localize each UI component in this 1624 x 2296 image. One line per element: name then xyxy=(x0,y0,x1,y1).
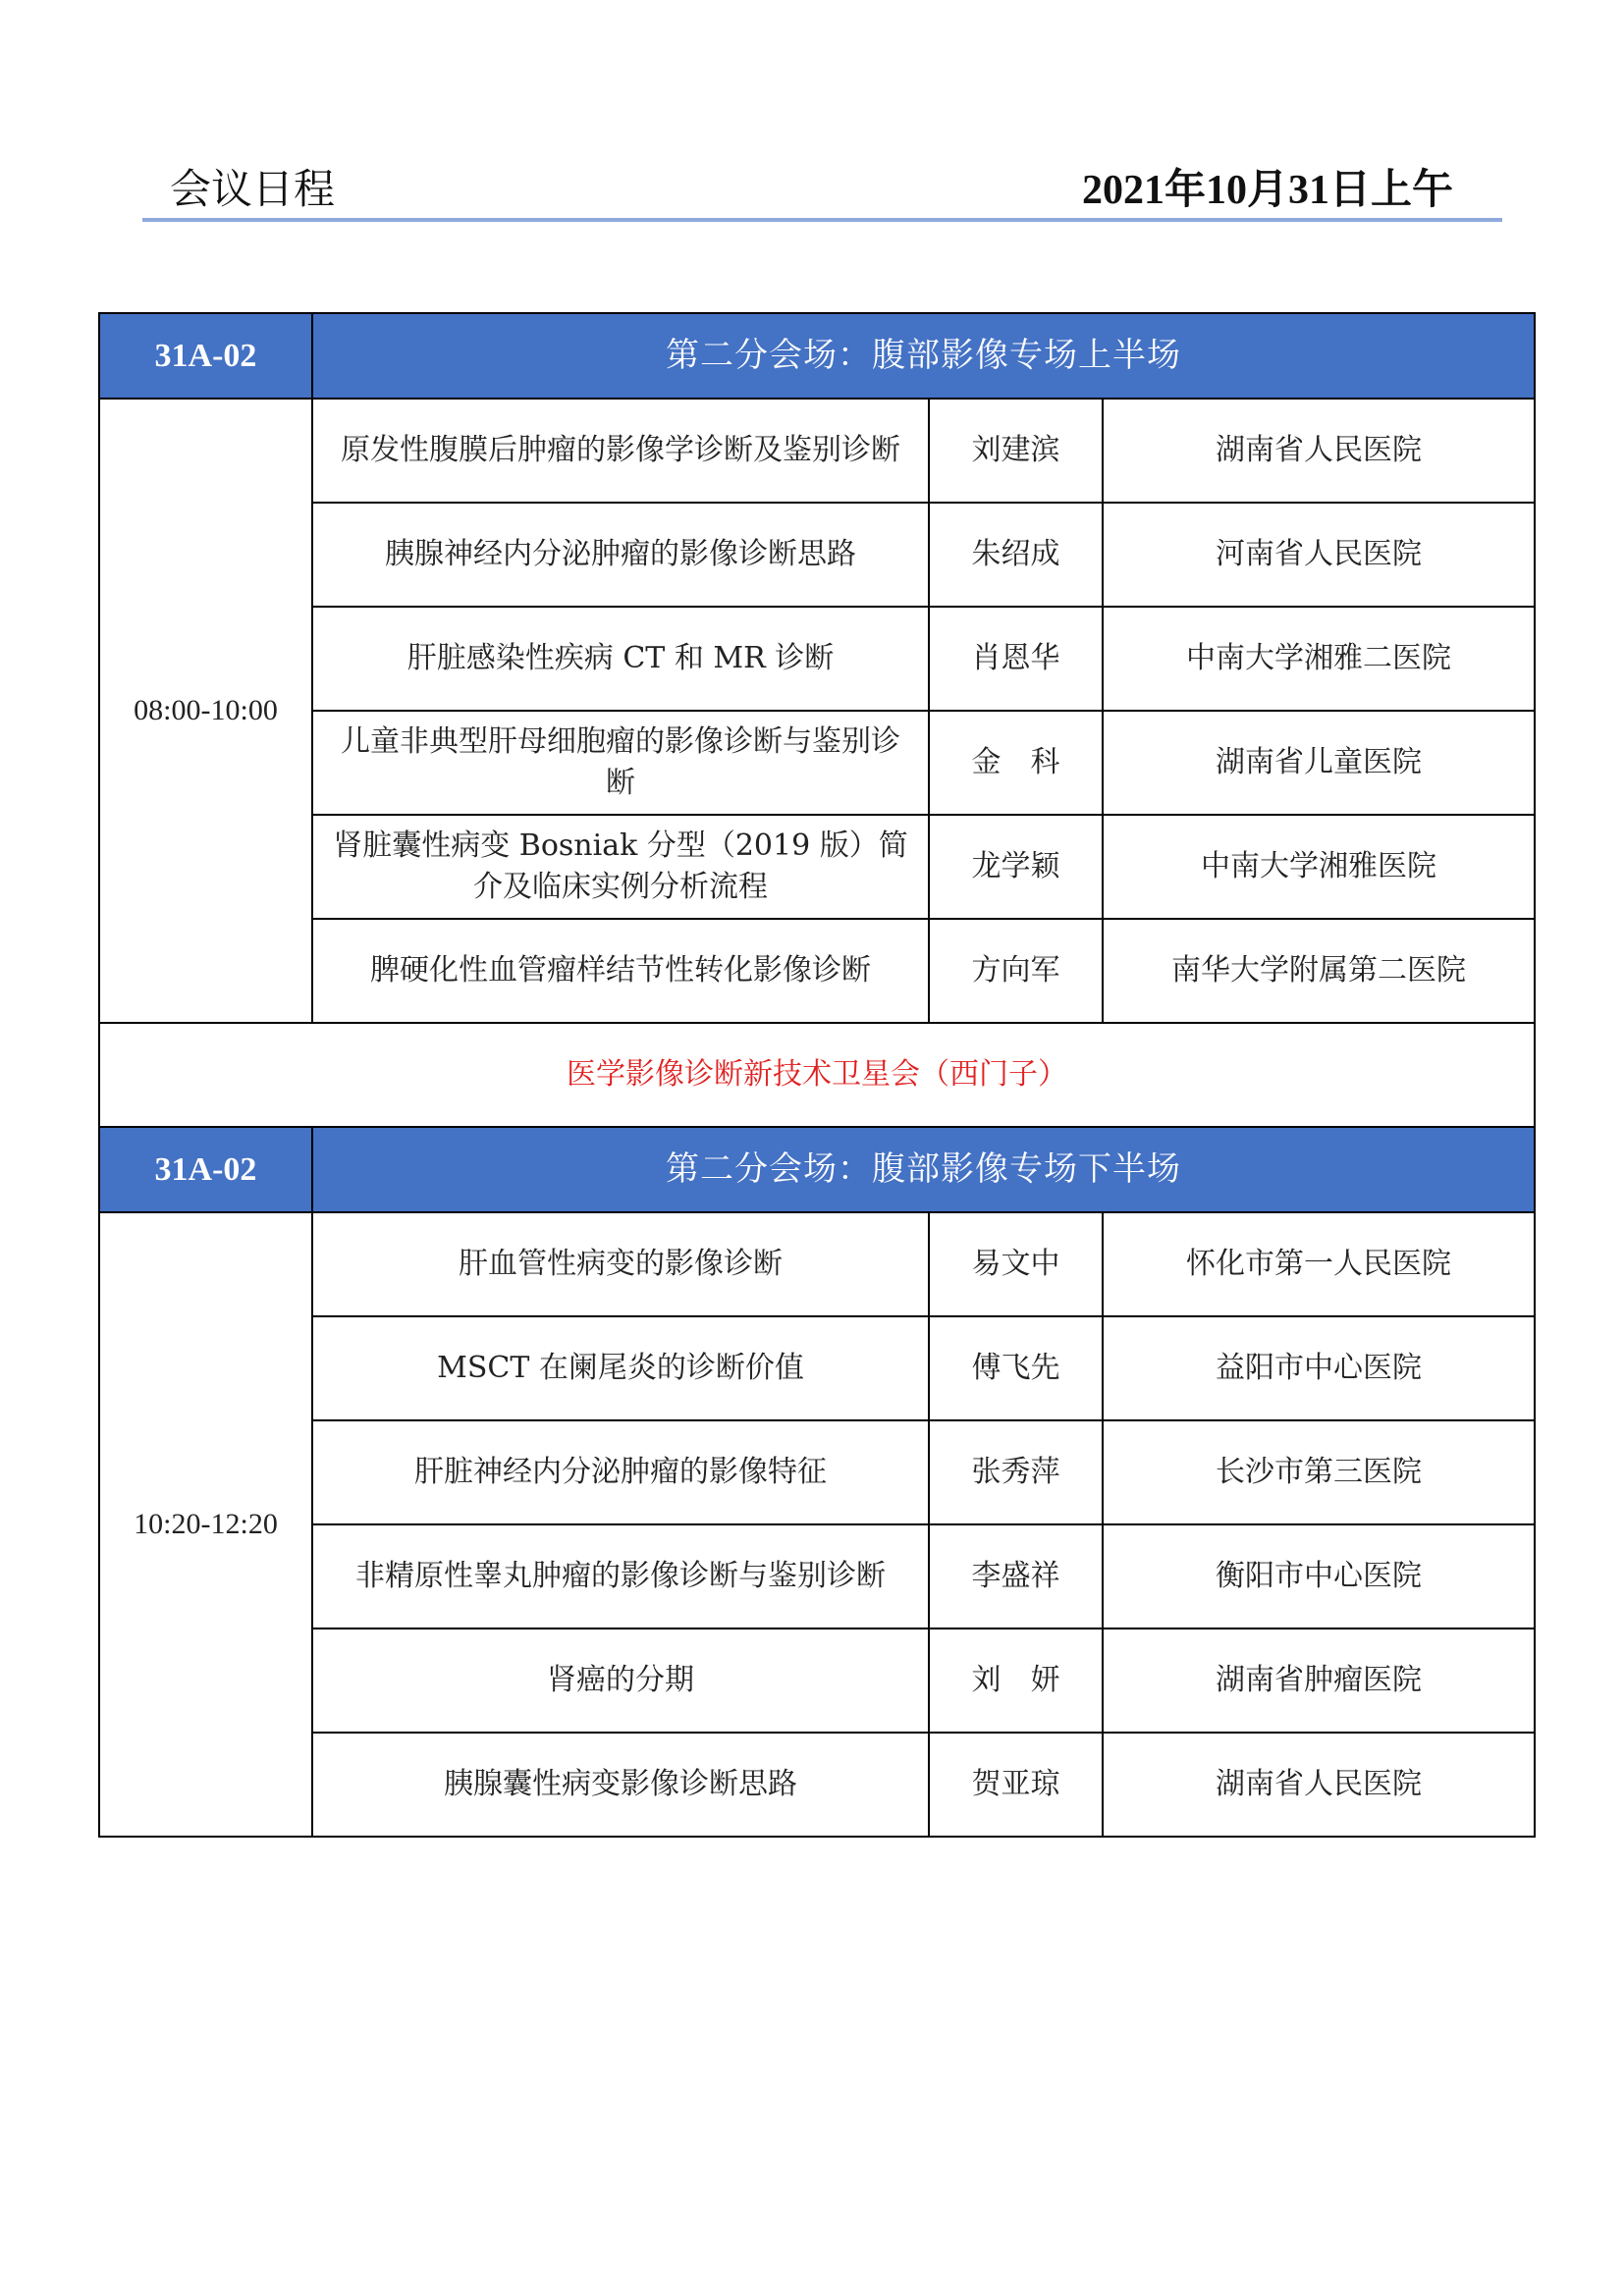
hospital-name: 中南大学湘雅医院 xyxy=(1103,815,1535,919)
table-row xyxy=(99,1420,1535,1524)
table-row xyxy=(99,711,1535,815)
speaker-name: 刘建滨 xyxy=(929,399,1103,503)
table-row xyxy=(99,1524,1535,1629)
hospital-name: 湖南省人民医院 xyxy=(1103,1733,1535,1837)
session-header-row xyxy=(99,1127,1535,1212)
talk-title: 肾癌的分期 xyxy=(312,1629,929,1733)
talk-title: 肝脏感染性疾病 CT 和 MR 诊断 xyxy=(312,607,929,711)
talk-title: 胰腺神经内分泌肿瘤的影像诊断思路 xyxy=(312,503,929,607)
speaker-name: 易文中 xyxy=(929,1212,1103,1316)
table-row xyxy=(99,503,1535,607)
session-time: 10:20-12:20 xyxy=(99,1212,312,1837)
page-title: 会议日程 xyxy=(170,165,336,213)
speaker-name: 刘 妍 xyxy=(929,1629,1103,1733)
speaker-name: 方向军 xyxy=(929,919,1103,1023)
hospital-name: 南华大学附属第二医院 xyxy=(1103,919,1535,1023)
table-row xyxy=(99,1629,1535,1733)
schedule-table xyxy=(98,312,1536,1838)
talk-title: 原发性腹膜后肿瘤的影像学诊断及鉴别诊断 xyxy=(312,399,929,503)
talk-title: 儿童非典型肝母细胞瘤的影像诊断与鉴别诊断 xyxy=(312,711,929,815)
speaker-name: 龙学颖 xyxy=(929,815,1103,919)
page-header xyxy=(142,147,1497,226)
satellite-title: 医学影像诊断新技术卫星会（西门子） xyxy=(99,1023,1535,1127)
table-row xyxy=(99,399,1535,503)
session-header-row xyxy=(99,313,1535,399)
table-row xyxy=(99,1733,1535,1837)
talk-title: 肝血管性病变的影像诊断 xyxy=(312,1212,929,1316)
hospital-name: 河南省人民医院 xyxy=(1103,503,1535,607)
talk-title: 非精原性睾丸肿瘤的影像诊断与鉴别诊断 xyxy=(312,1524,929,1629)
speaker-name: 傅飞先 xyxy=(929,1316,1103,1420)
header-divider xyxy=(142,218,1502,222)
talk-title: 肝脏神经内分泌肿瘤的影像特征 xyxy=(312,1420,929,1524)
speaker-name: 张秀萍 xyxy=(929,1420,1103,1524)
talk-title: 胰腺囊性病变影像诊断思路 xyxy=(312,1733,929,1837)
talk-title: 肾脏囊性病变 Bosniak 分型（2019 版）简介及临床实例分析流程 xyxy=(312,815,929,919)
session-title: 第二分会场：腹部影像专场上半场 xyxy=(312,313,1535,399)
session-title: 第二分会场：腹部影像专场下半场 xyxy=(312,1127,1535,1212)
table-row xyxy=(99,919,1535,1023)
speaker-name: 金 科 xyxy=(929,711,1103,815)
hospital-name: 湖南省人民医院 xyxy=(1103,399,1535,503)
hospital-name: 益阳市中心医院 xyxy=(1103,1316,1535,1420)
talk-title: MSCT 在阑尾炎的诊断价值 xyxy=(312,1316,929,1420)
hospital-name: 湖南省肿瘤医院 xyxy=(1103,1629,1535,1733)
table-row xyxy=(99,1212,1535,1316)
speaker-name: 贺亚琼 xyxy=(929,1733,1103,1837)
satellite-row xyxy=(99,1023,1535,1127)
hospital-name: 怀化市第一人民医院 xyxy=(1103,1212,1535,1316)
speaker-name: 李盛祥 xyxy=(929,1524,1103,1629)
session-code: 31A-02 xyxy=(99,313,312,399)
table-row xyxy=(99,815,1535,919)
table-row xyxy=(99,607,1535,711)
page-date: 2021年10月31日上午 xyxy=(1081,168,1453,213)
speaker-name: 朱绍成 xyxy=(929,503,1103,607)
hospital-name: 衡阳市中心医院 xyxy=(1103,1524,1535,1629)
talk-title: 脾硬化性血管瘤样结节性转化影像诊断 xyxy=(312,919,929,1023)
session-code: 31A-02 xyxy=(99,1127,312,1212)
table-row xyxy=(99,1316,1535,1420)
hospital-name: 湖南省儿童医院 xyxy=(1103,711,1535,815)
hospital-name: 长沙市第三医院 xyxy=(1103,1420,1535,1524)
session-time: 08:00-10:00 xyxy=(99,399,312,1023)
hospital-name: 中南大学湘雅二医院 xyxy=(1103,607,1535,711)
speaker-name: 肖恩华 xyxy=(929,607,1103,711)
